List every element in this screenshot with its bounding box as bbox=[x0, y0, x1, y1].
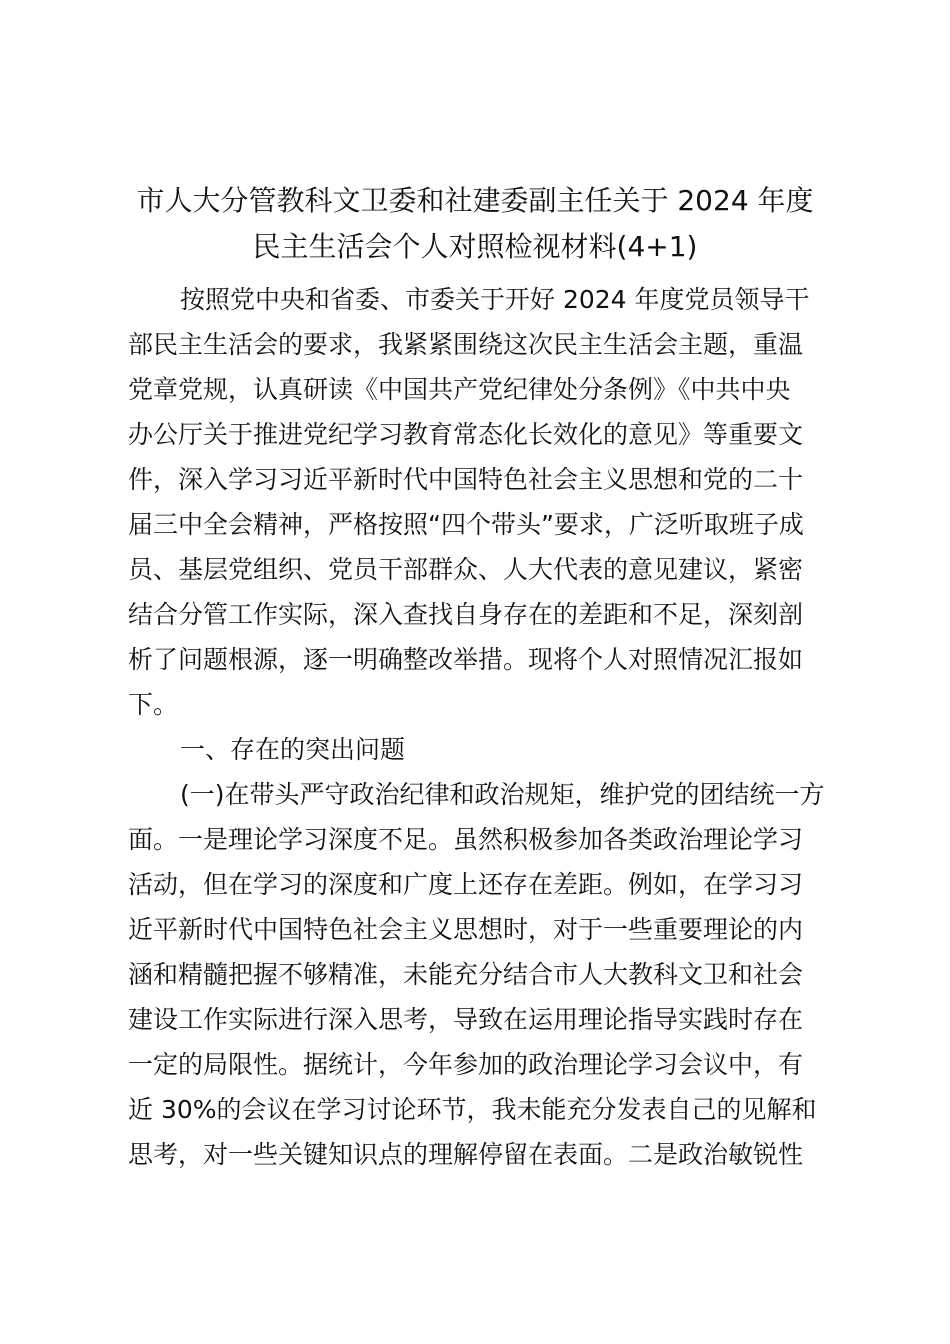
paragraph-line: 部民主生活会的要求，我紧紧围绕这次民主生活会主题，重温 bbox=[128, 330, 804, 359]
paragraph-line: 涵和精髓把握不够精准，未能充分结合市人大教科文卫和社会 bbox=[128, 960, 804, 989]
paragraph-line: 近平新时代中国特色社会主义思想时，对于一些重要理论的内 bbox=[128, 915, 804, 944]
paragraph-line: 按照党中央和省委、市委关于开好 2024 年度党员领导干 bbox=[180, 285, 810, 314]
paragraph-line: 党章党规，认真研读《中国共产党纪律处分条例》《中共中央 bbox=[128, 375, 791, 404]
paragraph-line: 建设工作实际进行深入思考，导致在运用理论指导实践时存在 bbox=[128, 1005, 804, 1034]
document-title-line-1: 市人大分管教科文卫委和社建委副主任关于 2024 年度 bbox=[136, 184, 814, 217]
section-heading: 一、存在的突出问题 bbox=[180, 735, 406, 764]
paragraph-line: 活动，但在学习的深度和广度上还存在差距。例如，在学习习 bbox=[128, 870, 804, 899]
paragraph-line: 思考，对一些关键知识点的理解停留在表面。二是政治敏锐性 bbox=[128, 1140, 804, 1169]
paragraph-line: 件，深入学习习近平新时代中国特色社会主义思想和党的二十 bbox=[128, 465, 804, 494]
paragraph-line: (一)在带头严守政治纪律和政治规矩，维护党的团结统一方 bbox=[180, 780, 825, 809]
paragraph-line: 办公厅关于推进党纪学习教育常态化长效化的意见》等重要文 bbox=[128, 420, 804, 449]
paragraph-line: 面。一是理论学习深度不足。虽然积极参加各类政治理论学习 bbox=[128, 825, 804, 854]
paragraph-line: 届三中全会精神，严格按照“四个带头”要求，广泛听取班子成 bbox=[128, 510, 804, 539]
paragraph-line: 下。 bbox=[128, 690, 179, 719]
paragraph-line: 结合分管工作实际，深入查找自身存在的差距和不足，深刻剖 bbox=[128, 600, 804, 629]
document-title-line-2: 民主生活会个人对照检视材料(4+1) bbox=[252, 230, 698, 263]
paragraph-line: 员、基层党组织、党员干部群众、人大代表的意见建议，紧密 bbox=[128, 555, 804, 584]
paragraph-line: 一定的局限性。据统计，今年参加的政治理论学习会议中，有 bbox=[128, 1050, 804, 1079]
paragraph-line: 析了问题根源，逐一明确整改举措。现将个人对照情况汇报如 bbox=[128, 645, 804, 674]
paragraph-line: 近 30%的会议在学习讨论环节，我未能充分发表自己的见解和 bbox=[128, 1095, 817, 1124]
